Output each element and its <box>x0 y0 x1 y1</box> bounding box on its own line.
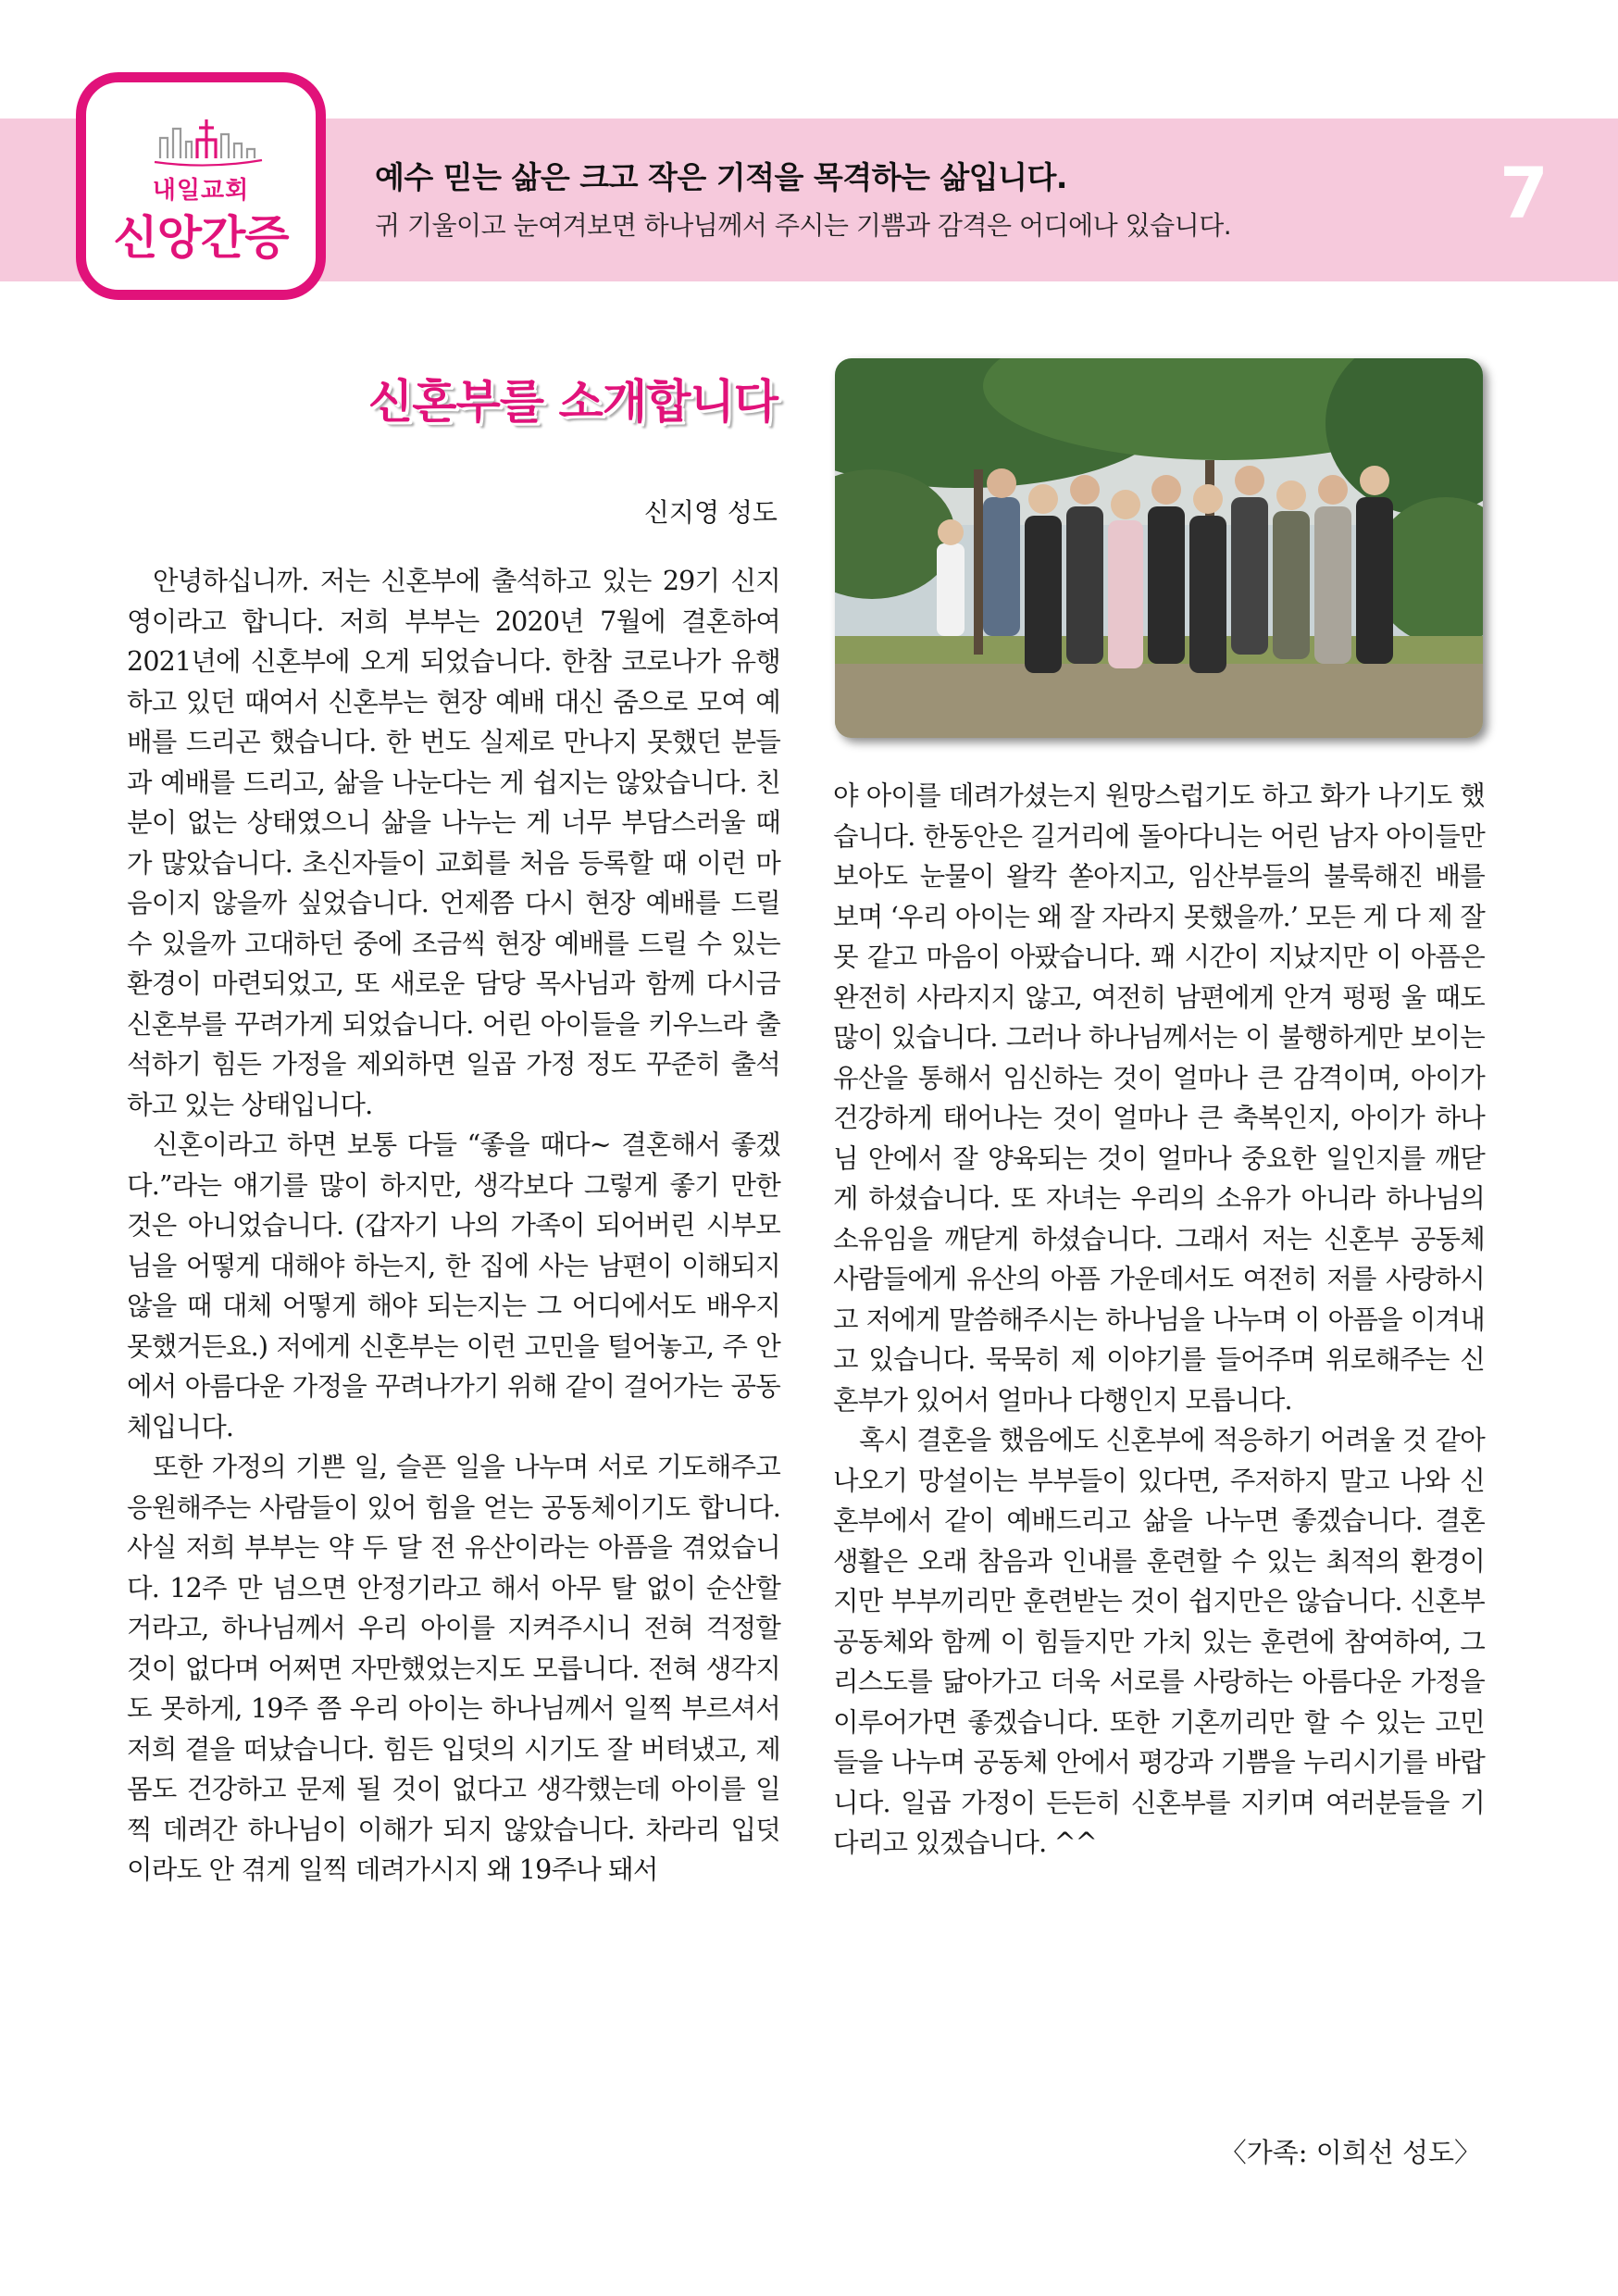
section-title: 신앙간증 <box>113 211 289 265</box>
header-headline: 예수 믿는 삶은 크고 작은 기적을 목격하는 삶입니다. <box>375 159 1067 195</box>
paragraph: 혹시 결혼을 했음에도 신혼부에 적응하기 어려울 것 같아 나오기 망설이는 부부들이 있다면, 주저하지 말고 나와 신혼부에서 같이 예배드리고 삶을 나누면 좋겠습니다. 결혼 생활은 오래 참음과 인내를 훈련할 수 있는 최적의 환경이지만 부부끼리만 훈련받는 것이 쉽지만은 않습니다. 신혼부 공동체와 함께 이 힘들지만 가치 있는 훈련에 참여하여, 그리스도를 닮아가고 더욱 서로를 사랑하는 아름다운 가정을 이루어가면 좋겠습니다. 또한 기혼끼리만 할 수 있는 고민들을 나누며 공동체 안에서 평강과 기쁨을 누리시기를 바랍니다. 일곱 가정이 든든히 신혼부를 지키며 여러분들을 기다리고 있겠습니다. ^^ <box>833 1425 1485 1858</box>
section-logo <box>76 72 326 300</box>
group-photo <box>835 358 1483 738</box>
paragraph: 야 아이를 데려가셨는지 원망스럽기도 하고 화가 나기도 했습니다. 한동안은 길거리에 돌아다니는 어린 남자 아이들만 보아도 눈물이 왈칵 쏟아지고, 임산부들의 불룩해진 배를 보며 ‘우리 아이는 왜 잘 자라지 못했을까.’ 모든 게 다 제 잘못 같고 마음이 아팠습니다. 꽤 시간이 지났지만 이 아픔은 완전히 사라지지 않고, 여전히 남편에게 안겨 펑펑 울 때도 많이 있습니다. 그러나 하나님께서는 이 불행하게만 보이는 유산을 통해서 임신하는 것이 얼마나 큰 감격이며, 아이가 건강하게 태어나는 것이 얼마나 큰 축복인지, 아이가 하나님 안에서 잘 양육되는 것이 얼마나 중요한 일인지를 깨닫게 하셨습니다. 또 자녀는 우리의 소유가 아니라 하나님의 소유임을 깨닫게 하셨습니다. 그래서 저는 신혼부 공동체 사람들에게 유산의 아픔 가운데서도 여전히 저를 사랑하시고 저에게 말씀해주시는 하나님을 나누며 이 아픔을 이겨내고 있습니다. 묵묵히 제 이야기를 들어주며 위로해주는 신혼부가 있어서 얼마나 다행인지 모릅니다. <box>833 780 1485 1416</box>
church-skyline-icon <box>153 118 264 168</box>
article-author: 신지영 성도 <box>643 497 778 528</box>
article-title: 신혼부를 소개합니다 <box>367 375 778 429</box>
page-number: 7 <box>1500 152 1549 234</box>
paragraph: 안녕하십니까. 저는 신혼부에 출석하고 있는 29기 신지영이라고 합니다. 저희 부부는 2020년 7월에 결혼하여 2021년에 신혼부에 오게 되었습니다. 한참 코로나가 유행하고 있던 때여서 신혼부는 현장 예배 대신 줌으로 모여 예배를 드리곤 했습니다. 한 번도 실제로 만나지 못했던 분들과 예배를 드리고, 삶을 나눈다는 게 쉽지는 않았습니다. 친분이 없는 상태였으니 삶을 나누는 게 너무 부담스러울 때가 많았습니다. 초신자들이 교회를 처음 등록할 때 이런 마음이지 않을까 싶었습니다. 언제쯤 다시 현장 예배를 드릴 수 있을까 고대하던 중에 조금씩 현장 예배를 드릴 수 있는 환경이 마련되었고, 또 새로운 담당 목사님과 함께 다시금 신혼부를 꾸려가게 되었습니다. 어린 아이들을 키우느라 출석하기 힘든 가정을 제외하면 일곱 가정 정도 꾸준히 출석하고 있는 상태입니다. <box>127 566 780 1120</box>
header-subline: 귀 기울이고 눈여겨보면 하나님께서 주시는 기쁨과 감격은 어디에나 있습니다. <box>375 210 1232 241</box>
paragraph: 신혼이라고 하면 보통 다들 “좋을 때다~ 결혼해서 좋겠다.”라는 얘기를 많이 하지만, 생각보다 그렇게 좋기 만한 것은 아니었습니다. (갑자기 나의 가족이 되어버린 시부모님을 어떻게 대해야 하는지, 한 집에 사는 남편이 이해되지 않을 때 대체 어떻게 해야 되는지는 그 어디에서도 배우지 못했거든요.) 저에게 신혼부는 이런 고민을 털어놓고, 주 안에서 아름다운 가정을 꾸려나가기 위해 같이 걸어가는 공동체입니다. <box>127 1129 780 1442</box>
article-signature: 〈가족: 이희선 성도〉 <box>1219 2137 1481 2168</box>
group-photo-image <box>835 358 1483 738</box>
paragraph: 또한 가정의 기쁜 일, 슬픈 일을 나누며 서로 기도해주고 응원해주는 사람들이 있어 힘을 얻는 공동체이기도 합니다. 사실 저희 부부는 약 두 달 전 유산이라는 아픔을 겪었습니다. 12주 만 넘으면 안정기라고 해서 아무 탈 없이 순산할 거라고, 하나님께서 우리 아이를 지켜주시니 전혀 걱정할 것이 없다며 어쩌면 자만했었는지도 모릅니다. 전혀 생각지도 못하게, 19주 쯤 우리 아이는 하나님께서 일찍 부르셔서 저희 곁을 떠났습니다. 힘든 입덧의 시기도 잘 버텨냈고, 제 몸도 건강하고 문제 될 것이 없다고 생각했는데 아이를 일찍 데려간 하나님이 이해가 되지 않았습니다. 차라리 입덧이라도 안 겪게 일찍 데려가시지 왜 19주나 돼서 <box>127 1452 780 1885</box>
church-name: 내일교회 <box>152 177 250 205</box>
article-column-left <box>127 561 780 1890</box>
article-column-right <box>833 776 1485 1864</box>
